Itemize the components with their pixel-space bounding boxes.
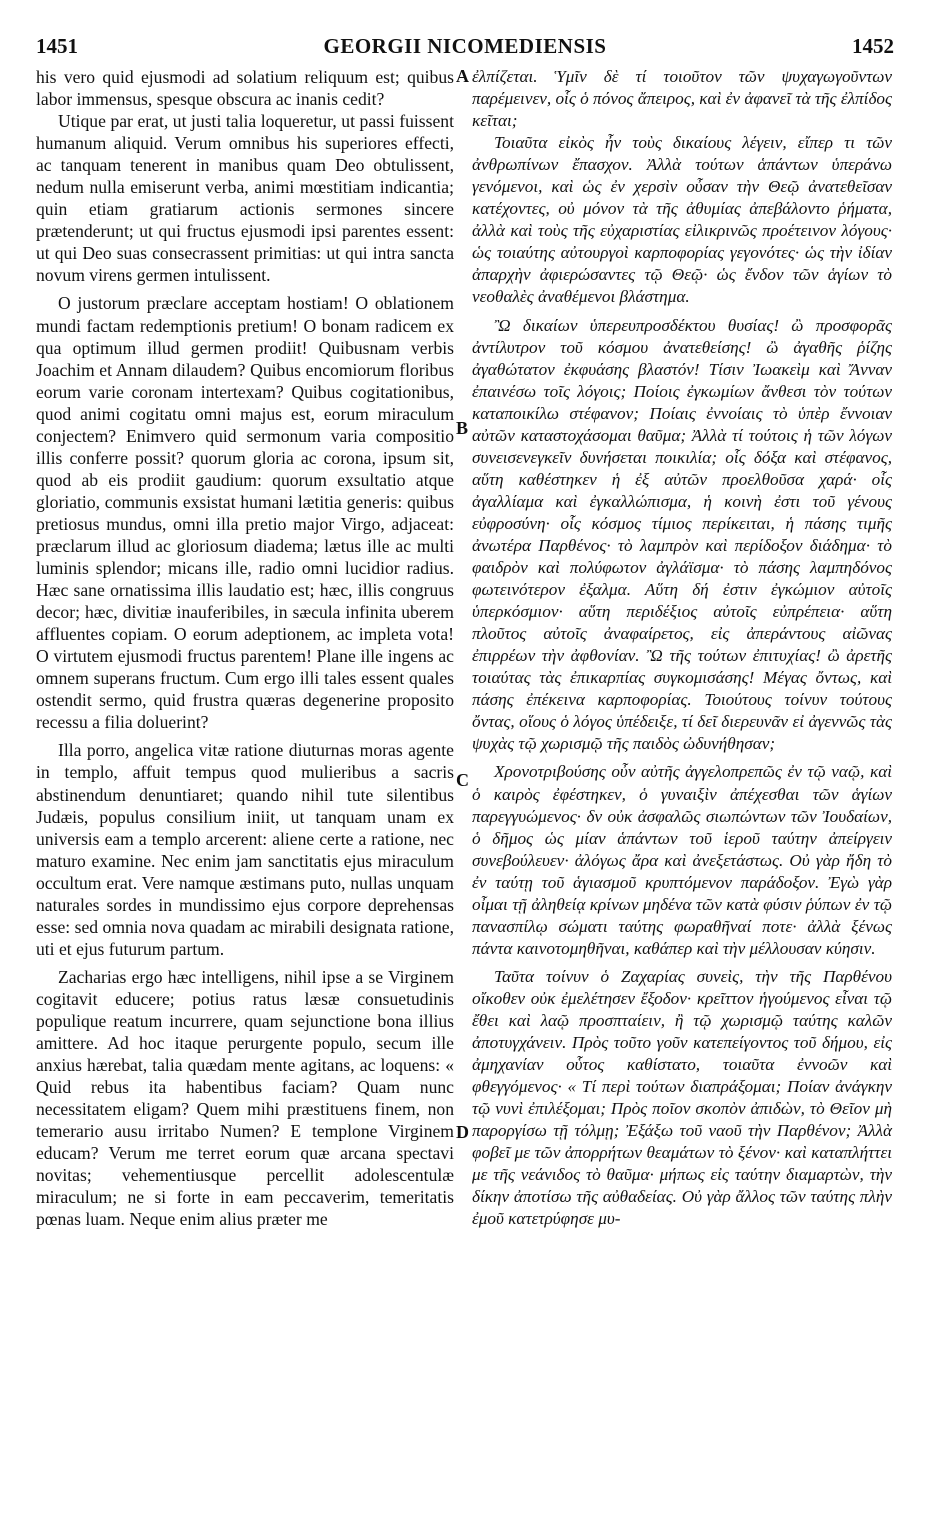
greek-paragraph-4: Χρονοτριβούσης οὖν αὐτῆς ἀγγελοπρεπῶς ἐν τῷ ναῷ, καὶ ὁ καιρὸς ἐφέστηκεν, ὁ γυναιξὶν ἀπέχεσθαι τῶν ἁγίων παρεγγυώμενος· δν οὐκ ἀσφαλῶς σιωπώντων τῶν Ἰουδαίων, ὁ δῆμος ὡς μίαν ἁπάντων τοῦ ἱεροῦ ταύτην ἀπείργειν συνεβούλευεν· ἀλόγως ἄρα καὶ ἀνεξετάστως. Οὐ γὰρ ἤδη τὸ ἐν ταύτῃ τοῦ ἁγιασμοῦ κρυπτόμενον παράδοξον. Ἐγὼ γὰρ οἶμαι τῇ ἀληθείᾳ κρίνων μηδένα τῶν κατὰ φύσιν ῥύπων ἐν τῷ πανασπίλῳ σώματι ταύτης φωραθῆναί ποτε· ἀλλὰ ξένως πάντα καινοτομηθῆναι, καθάπερ καὶ τὴν μέλλουσαν κύησιν. — [472, 762, 892, 958]
latin-column — [36, 66, 454, 1230]
greek-column — [472, 66, 892, 1230]
greek-paragraph-5: Ταῦτα τοίνυν ὁ Ζαχαρίας συνεὶς, τὴν τῆς Παρθένου οἴκοθεν οὐκ ἐμελέτησεν ἔξοδον· κρεῖττον ἡγούμενος εἶναι τῷ ἔθει καὶ λαῷ προσπταίειν, ἢ τῷ χωρισμῷ ταύτης καλῶν ἀποτυγχάνειν. Πρὸς τοῦτο γοῦν κατεπείγοντος τοῦ δήμου, εἰς ἀμηχανίαν οὗτος καθίστατο, τοιαῦτα ἐννοῶν καὶ φθεγγόμενος· « Τί περὶ τούτων διαπράξομαι; Ποίαν ἀνάγκην τῷ νυνὶ ἐπιλέξομαι; Πρὸς ποῖον σκοπὸν ἀπιδὼν, τὸ Θεῖον μὴ παροργίσω τῇ τόλμῃ; Ἐξάξω τοῦ ναοῦ τὴν Παρθένον; Ἀλλὰ φοβεῖ με τῶν ἀπορρήτων θεαμάτων τὸ ξένον· καὶ καταπλήττει με τῆς νεάνιδος τὸ θαῦμα· μήπως εἰς ταύτην διαμαρτὼν, τὴν δίκην ἀποτίσω τῆς αὐθαδείας. Οὐ γὰρ ἄλλος τῶν ταύτης πλὴν ἐμοῦ κατετρύφησε μυ- — [472, 966, 892, 1229]
latin-paragraph-3: O justorum præclare acceptam hostiam! O oblationem mundi factam redemptionis pretium! O bonam radicem ex qua optimum illud germen prodiit! Quibusnam verbis Joachim et Annam dilaudem? Quibus encomiorum floribus eorum varie coronam intertexam? Quibus cogitationibus, quod animi cogitatu omni majus est, eorum miraculum conjectem? Enimvero quid sermonum varia compositio illis conferre possit? quorum gloria ac corona, ipsum sit, quod ab eis prodiit gaudium: quorum exsultatio atque gloriatio, communis exsistat humani lætitia generis: quibus pretiosus mundus, omni illa pretio major Virgo, adjaceat: præclarum illud ac gloriosum diadema; lætus ille ac multi luminis splendor; micans ille, radio omni lucidior radius. Hæc sane ornatissima illis laudatio est; hæc, illis congruus decor; hæc, divitiæ inauferibiles, in sæcula infinita uberem affluentes copiam. O eorum adeptionem, ac impleta vota! O virtutem ejusmodi fructus parentem! Plane ille ingens ac omnem superans fructum. Cum ergo illi tales essent quales ostendit sermo, quid frustra quæras degenerine proposito recessu a filia doluerint? — [36, 293, 454, 733]
margin-marker-a: A — [456, 66, 469, 86]
latin-paragraph-2: Utique par erat, ut justi talia loqueretur, ut passi fuissent humanum aliquid. Verum omnibus his superiores effecti, ac tanquam tenerent in manibus quam Deo obtulissent, nedum nulla emiserunt verba, animi mœstitiam indicantia; quin etiam gratiarum actionis sermones sincere prætenderunt; ut qui fructus ejusmodi ipsi parentes essent: ut qui Deo suas consecrassent primitias: ut qui intra sancta novum virens germen intulissent. — [36, 111, 454, 286]
margin-marker-b: B — [456, 418, 469, 438]
greek-paragraph-1: ἐλπίζεται. Ὑμῖν δὲ τί τοιοῦτον τῶν ψυχαγωγοῦντων παρέμεινεν, οἷς ὁ πόνος ἄπειρος, καὶ ἐν ἀφανεῖ τὰ τῆς ἐλπίδος κεῖται; — [472, 67, 892, 131]
running-title: GEORGII NICOMEDIENSIS — [323, 34, 607, 58]
greek-paragraph-2: Τοιαῦτα εἰκὸς ἦν τοὺς δικαίους λέγειν, εἴπερ τι τῶν ἀνθρωπίνων ἔπασχον. Ἀλλὰ τούτων ἁπάντων ὑπεράνω γενόμενοι, καὶ ὡς ἐν χερσὶν οὖσαν τὴν Θεῷ ἀνατεθεῖσαν κατέχοντες, οὐ μόνον τὰ τῆς ἀθυμίας ἀπεβάλοντο ῥήματα, ἀλλὰ καὶ τοὺς τῆς εὐχαριστίας εἰλικρινῶς προέτεινον λόγους· ὡς τοιαύτης αὐτουργοὶ καρποφορίας γεγονότες· ὡς τὴν ἰδίαν ἀπαρχὴν ἀφιερώσαντες τῷ Θεῷ· ὡς ἔνδον τῶν ἁγίων τὸ νεοθαλὲς ἀναθέμενοι βλάστημα. — [472, 133, 892, 307]
margin-marker-d: D — [456, 1122, 469, 1142]
margin-marker-c: C — [456, 770, 469, 790]
latin-paragraph-5: Zacharias ergo hæc intelligens, nihil ipse a se Virginem cogitavit educere; potius ratus læsæ consuetudinis populique reatum incurrere, quam sejunctione bona illius amittere. Ad hoc itaque perurgente populo, secum ille anxius hærebat, talia quædam mente agitans, ac loquens: « Quid rebus ita habentibus faciam? Quam nunc necessitatem eligam? Quem mihi præstituens finem, non temerario ausu irritabo Numen? E templone Virginem educam? Verum me terret eorum quæ arcana spectavi novitas; vehementiusque percellit adolescentulæ miraculum; ne si forte in eam peccaverim, temeritatis pœnas luam. Neque enim alius præter me — [36, 966, 454, 1230]
page-number-left: 1451 — [36, 34, 78, 58]
page-header — [36, 34, 894, 64]
page-number-right: 1452 — [852, 34, 894, 58]
latin-paragraph-4: Illa porro, angelica vitæ ratione diuturnas moras agente in templo, affuit tempus quod mulieribus a sacris abstinendum denuntiaret; quando nihil tute silentibus Judæis, populus consilium iniit, ut tanquam unam ex universis eam a templo arcerent: aliene certe a ratione, nec maturo examine. Nec enim jam sanctitatis ejus miraculum occultum erat. Vere namque æstimans puto, nullas unquam naturales sordes in mundissimo ejus corpore deprehensas esse: sed omnia nova quadam ac mirabili designata ratione, uti et ejus futurum partum. — [36, 740, 454, 959]
latin-paragraph-1: his vero quid ejusmodi ad solatium reliquum est; quibus labor immensus, spesque obscura ac inanis cedit? — [36, 67, 454, 110]
greek-paragraph-3: Ὢ δικαίων ὑπερευπροσδέκτου θυσίας! ὢ προσφορᾶς ἀντίλυτρον τοῦ κόσμου ἀνατεθείσης! ὢ ἀγαθῆς ῥίζης ἀγαθώτατον ἐκφυάσης βλαστόν! Τίσιν Ἰωακεὶμ καὶ Ἄνναν ἐπαινέσω τοῖς λόγοις; Ποίοις ἐγκωμίων ἄνθεσι τὸν τούτων καταποικίλω στέφανον; Ποίαις ἐννοίαις τὸ ὑπὲρ ἔννοιαν αὐτῶν καταστοχάσομαι θαῦμα; Ἀλλὰ τί τούτοις ἡ τῶν λόγων συνεισενεγκεῖν δυνήσεται ποικιλία; οἷς δόξα καὶ στέφανος, αὕτη καθέστηκεν ἡ ἐξ αὐτῶν προελθοῦσα χαρά· οἷς ἀγαλλίαμα καὶ ἐγκαλλώπισμα, ἡ κοινὴ ἐστι τοῦ γένους εὐφροσύνη· οἷς κόσμος τίμιος περίκειται, ἡ πάσης τιμῆς ἀνωτέρα Παρθένος· τὸ λαμπρὸν καὶ περίδοξον διάδημα· τὸ φαιδρὸν καὶ πολύφωτον ἀγλάϊσμα· τὸ πάσης λαμπηδόνος φωτεινότερον ἐξαλμα. Αὕτη δή ἐστιν ἐγκώμιον αὐτοῖς ὑπερκόσμιον· αὕτη περιδέξιος αὐτοῖς εὐπρέπεια· αὕτη πλοῦτος αὐτοῖς ἀναφαίρετος, εἰς ἀπεράντους αἰῶνας ἐπιρρέων τὴν ἀφθονίαν. Ὢ τῆς τούτων ἐπιτυχίας! ὢ ἀρετῆς τοιαύτας τὰς ἐπικαρπίας συγκομισάσης! Μέγας ὄντως, καὶ πάσης ἐπέκεινα καρποφορίας. Τοιούτους τοίνυν τούτους ὄντας, οἵους ὁ λόγος ὑπέδειξε, τί δεῖ διερευνᾶν εἰ ἀγεννῶς τὰς ψυχὰς τῷ χωρισμῷ τῆς παιδὸς ὠδυνήθησαν; — [472, 315, 892, 754]
